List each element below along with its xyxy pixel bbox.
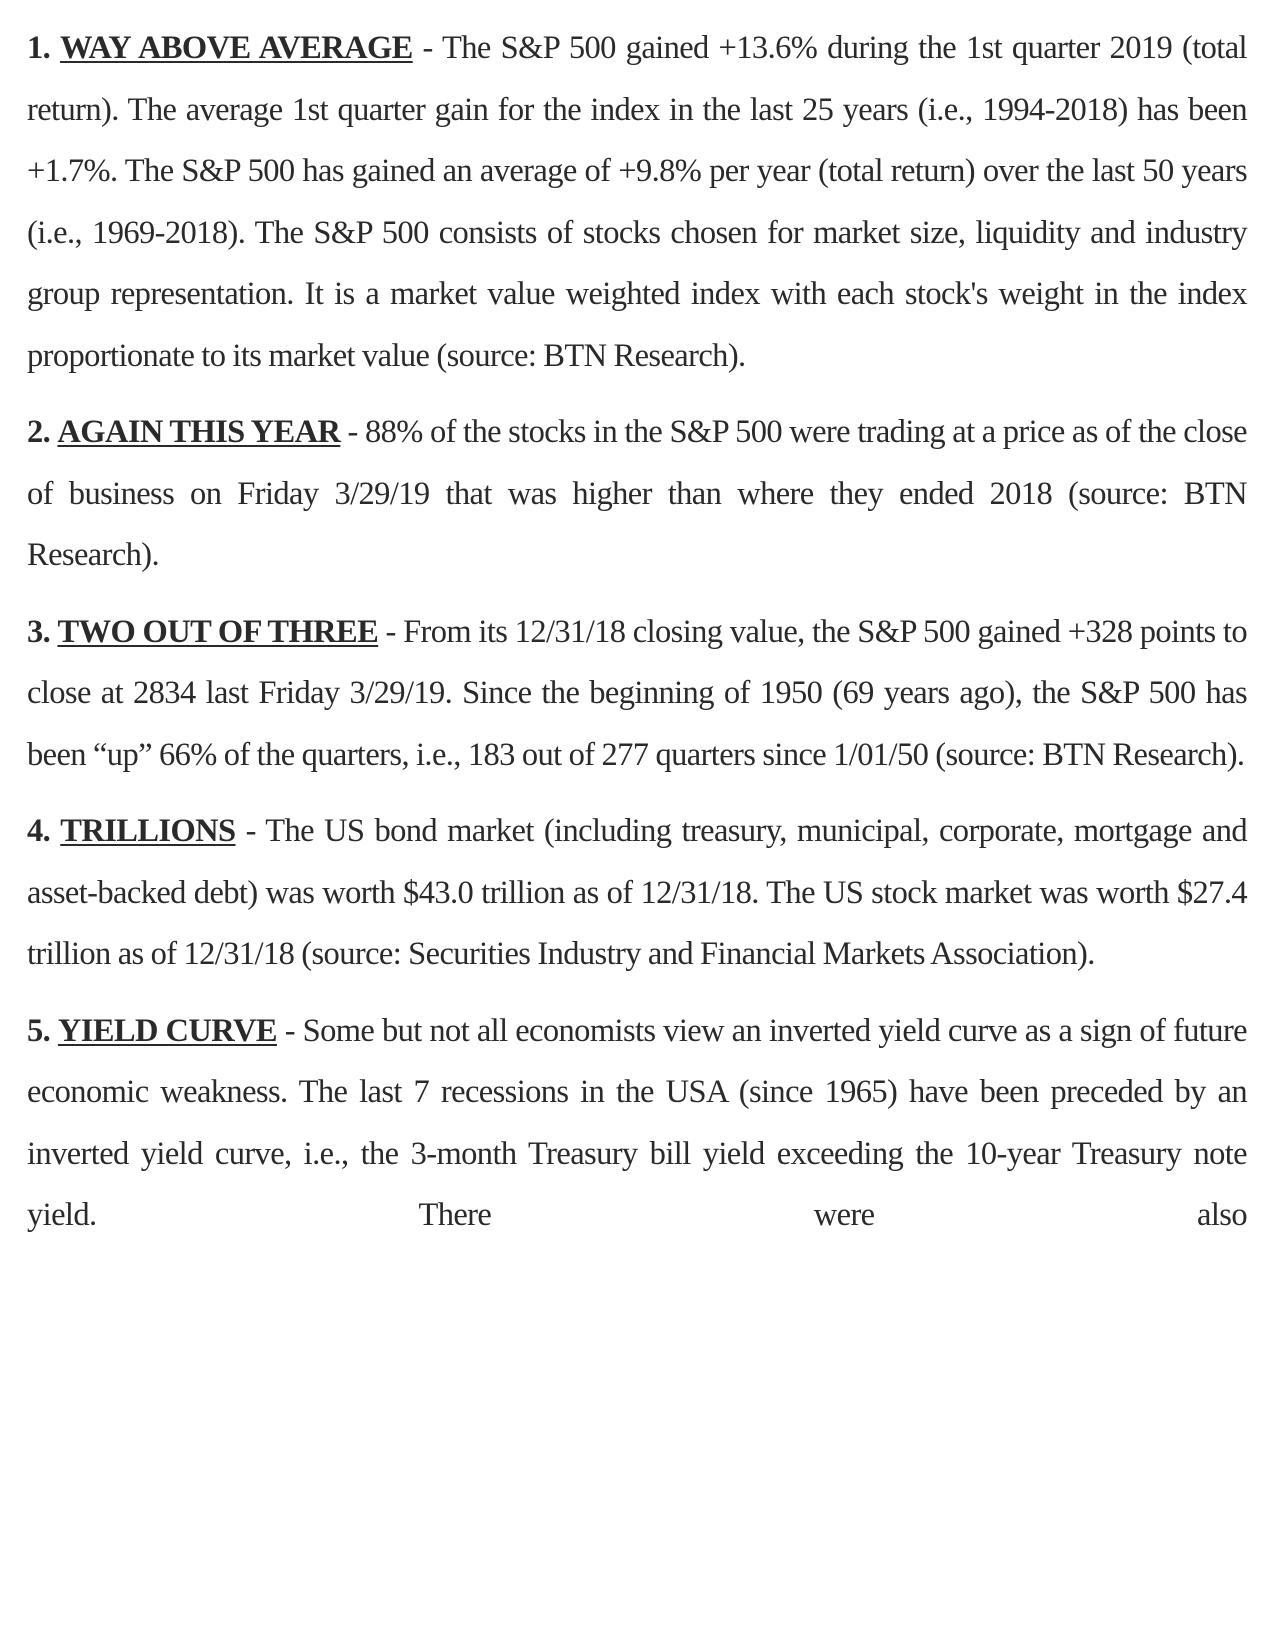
item-number: 5.: [27, 1012, 51, 1049]
item-number: 1.: [27, 30, 51, 66]
item-number: 3.: [27, 613, 51, 650]
item-heading: TWO OUT OF THREE: [57, 613, 379, 650]
item-body: - The S&P 500 gained +13.6% during the 1st quarter 2019 (total return). The average 1st quarter gain for the index in the last 25 years (i.e., 1994-2018) has been +1.7%. The S&P 500 has gained an average of +9.8% per year (total return) over the last 50 years (i.e., 1969-2018). The S&P 500 consists of stocks chosen for market size, liquidity and industry group representation. It is a market value weighted index with each stock's weight in the index proportionate to its market value (source: BTN Research).: [27, 30, 1247, 374]
item-heading: AGAIN THIS YEAR: [57, 414, 341, 450]
item-again-this-year: [27, 402, 1247, 587]
item-body: - From its 12/31/18 closing value, the S&P 500 gained +328 points to close at 2834 last Friday 3/29/19. Since the beginning of 1950 (69 years ago), the S&P 500 has been “up” 66% of the quarters, i.e., 183 out of 277 quarters since 1/01/50 (source: BTN Research).: [27, 613, 1247, 773]
item-way-above-average: [27, 18, 1247, 387]
item-heading: TRILLIONS: [60, 813, 236, 849]
item-heading: WAY ABOVE AVERAGE: [60, 30, 413, 66]
item-body: - Some but not all economists view an inverted yield curve as a sign of future economic weakness. The last 7 recessions in the USA (since 1965) have been preceded by an inverted yield curve, i.e., the 3-month Treasury bill yield exceeding the 10-year Treasury note yield. There were also: [27, 1012, 1247, 1233]
item-trillions: [27, 801, 1247, 986]
item-number: 2.: [27, 414, 51, 450]
item-yield-curve: [27, 1001, 1247, 1247]
item-heading: YIELD CURVE: [57, 1012, 277, 1049]
item-two-out-of-three: [27, 602, 1247, 787]
item-body: - 88% of the stocks in the S&P 500 were trading at a price as of the close of business on Friday 3/29/19 that was higher than where they ended 2018 (source: BTN Research).: [27, 414, 1247, 573]
item-number: 4.: [27, 813, 51, 849]
item-body: - The US bond market (including treasury, municipal, corporate, mortgage and asset-backed debt) was worth $43.0 trillion as of 12/31/18. The US stock market was worth $27.4 trillion as of 12/31/18 (source: Securities Industry and Financial Markets Association).: [27, 813, 1247, 972]
document-page: [27, 18, 1247, 1262]
